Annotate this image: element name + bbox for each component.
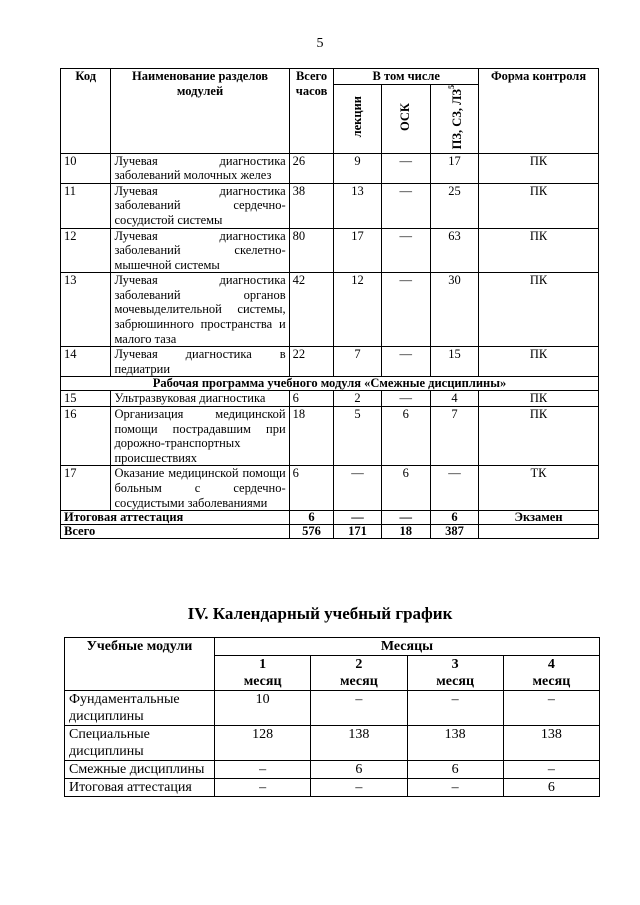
- row-pz: 63: [430, 228, 478, 273]
- month-4-value: –: [503, 761, 599, 779]
- schedule-row: [65, 691, 600, 726]
- row-total: 80: [289, 228, 334, 273]
- final-attestation-row: [61, 511, 599, 525]
- row-pz: 7: [430, 407, 478, 466]
- row-name: Организация медицинской помощи пострадавшим при дорожно-транспортных происшествиях: [111, 407, 289, 466]
- header-month-4: 4 месяц: [503, 656, 599, 691]
- row-pz: —: [430, 466, 478, 511]
- table-row: [61, 228, 599, 273]
- final-pz: 6: [430, 511, 478, 525]
- final-form: Экзамен: [479, 511, 599, 525]
- month-2-value: 6: [311, 761, 407, 779]
- module-name: Итоговая аттестация: [65, 779, 215, 797]
- row-form: ПК: [479, 407, 599, 466]
- month-1-value: –: [215, 761, 311, 779]
- total-label: Всего: [61, 525, 290, 539]
- section-row: [61, 377, 599, 391]
- row-code: 10: [61, 153, 111, 183]
- page-number: 5: [316, 36, 324, 51]
- row-lectures: 13: [334, 183, 381, 228]
- schedule-row: [65, 779, 600, 797]
- month-3-value: 138: [407, 726, 503, 761]
- row-total: 18: [289, 407, 334, 466]
- header-including: В том числе: [334, 69, 479, 85]
- schedule-row: [65, 726, 600, 761]
- row-lectures: —: [334, 466, 381, 511]
- header-osk: ОСК: [381, 84, 430, 153]
- row-code: 17: [61, 466, 111, 511]
- row-osk: 6: [381, 466, 430, 511]
- header-code: Код: [61, 69, 111, 154]
- schedule-heading: IV. Календарный учебный график: [187, 604, 453, 623]
- month-2-value: 138: [311, 726, 407, 761]
- month-1-value: –: [215, 779, 311, 797]
- row-name: Лучевая диагностика заболеваний сердечно-сосудистой системы: [111, 183, 289, 228]
- schedule-row: [65, 761, 600, 779]
- row-lectures: 12: [334, 273, 381, 347]
- table-row: [61, 153, 599, 183]
- row-code: 12: [61, 228, 111, 273]
- row-name: Лучевая диагностика в педиатрии: [111, 347, 289, 377]
- header-form: Форма контроля: [479, 69, 599, 154]
- row-form: ПК: [479, 228, 599, 273]
- row-lectures: 2: [334, 391, 381, 407]
- row-osk: —: [381, 391, 430, 407]
- section-title: Рабочая программа учебного модуля «Смежные дисциплины»: [61, 377, 599, 391]
- row-osk: —: [381, 183, 430, 228]
- row-form: ПК: [479, 347, 599, 377]
- row-total: 42: [289, 273, 334, 347]
- row-pz: 4: [430, 391, 478, 407]
- row-code: 16: [61, 407, 111, 466]
- row-code: 13: [61, 273, 111, 347]
- header-month-1: 1 месяц: [215, 656, 311, 691]
- row-name: Лучевая диагностика заболеваний скелетно-мышечной системы: [111, 228, 289, 273]
- header-lectures: лекции: [334, 84, 381, 153]
- row-form: ПК: [479, 183, 599, 228]
- row-total: 6: [289, 466, 334, 511]
- row-total: 22: [289, 347, 334, 377]
- table-row: [61, 407, 599, 466]
- row-code: 15: [61, 391, 111, 407]
- header-modules: Учебные модули: [65, 638, 215, 691]
- total-lectures: 171: [334, 525, 381, 539]
- row-pz: 15: [430, 347, 478, 377]
- row-total: 6: [289, 391, 334, 407]
- header-month-2: 2 месяц: [311, 656, 407, 691]
- row-code: 14: [61, 347, 111, 377]
- month-3-value: –: [407, 691, 503, 726]
- final-lectures: —: [334, 511, 381, 525]
- total-total: 576: [289, 525, 334, 539]
- month-1-value: 10: [215, 691, 311, 726]
- month-2-value: –: [311, 691, 407, 726]
- total-pz: 387: [430, 525, 478, 539]
- module-name: Фундаментальные дисциплины: [65, 691, 215, 726]
- row-total: 38: [289, 183, 334, 228]
- row-code: 11: [61, 183, 111, 228]
- module-name: Специальные дисциплины: [65, 726, 215, 761]
- row-form: ПК: [479, 153, 599, 183]
- table-row: [61, 466, 599, 511]
- row-name: Оказание медицинской помощи больным с сердечно-сосудистыми заболеваниями: [111, 466, 289, 511]
- header-pz: ПЗ, СЗ, $ЛЗ^5$: [430, 84, 478, 153]
- table-row: [61, 183, 599, 228]
- total-form: [479, 525, 599, 539]
- table-row: [61, 273, 599, 347]
- row-osk: —: [381, 273, 430, 347]
- total-row: [61, 525, 599, 539]
- row-form: ПК: [479, 391, 599, 407]
- table-row: [61, 391, 599, 407]
- row-osk: —: [381, 228, 430, 273]
- schedule-table: [64, 637, 600, 797]
- final-total: 6: [289, 511, 334, 525]
- row-name: Лучевая диагностика заболеваний молочных желез: [111, 153, 289, 183]
- month-3-value: 6: [407, 761, 503, 779]
- row-total: 26: [289, 153, 334, 183]
- header-total: Всего часов: [289, 69, 334, 154]
- row-form: ТК: [479, 466, 599, 511]
- row-lectures: 5: [334, 407, 381, 466]
- row-form: ПК: [479, 273, 599, 347]
- row-lectures: 17: [334, 228, 381, 273]
- row-osk: —: [381, 347, 430, 377]
- row-lectures: 9: [334, 153, 381, 183]
- row-lectures: 7: [334, 347, 381, 377]
- month-4-value: –: [503, 691, 599, 726]
- final-label: Итоговая аттестация: [61, 511, 290, 525]
- month-2-value: –: [311, 779, 407, 797]
- row-name: Лучевая диагностика заболеваний органов мочевыделительной системы, забрюшинного пространства и малого таза: [111, 273, 289, 347]
- header-name: Наименование разделов модулей: [111, 69, 289, 154]
- month-4-value: 6: [503, 779, 599, 797]
- month-4-value: 138: [503, 726, 599, 761]
- row-pz: 25: [430, 183, 478, 228]
- row-osk: —: [381, 153, 430, 183]
- table-row: [61, 347, 599, 377]
- month-1-value: 128: [215, 726, 311, 761]
- curriculum-table: [60, 68, 599, 539]
- row-name: Ультразвуковая диагностика: [111, 391, 289, 407]
- total-osk: 18: [381, 525, 430, 539]
- header-months: Месяцы: [215, 638, 600, 656]
- final-osk: —: [381, 511, 430, 525]
- month-3-value: –: [407, 779, 503, 797]
- header-month-3: 3 месяц: [407, 656, 503, 691]
- row-osk: 6: [381, 407, 430, 466]
- row-pz: 30: [430, 273, 478, 347]
- row-pz: 17: [430, 153, 478, 183]
- module-name: Смежные дисциплины: [65, 761, 215, 779]
